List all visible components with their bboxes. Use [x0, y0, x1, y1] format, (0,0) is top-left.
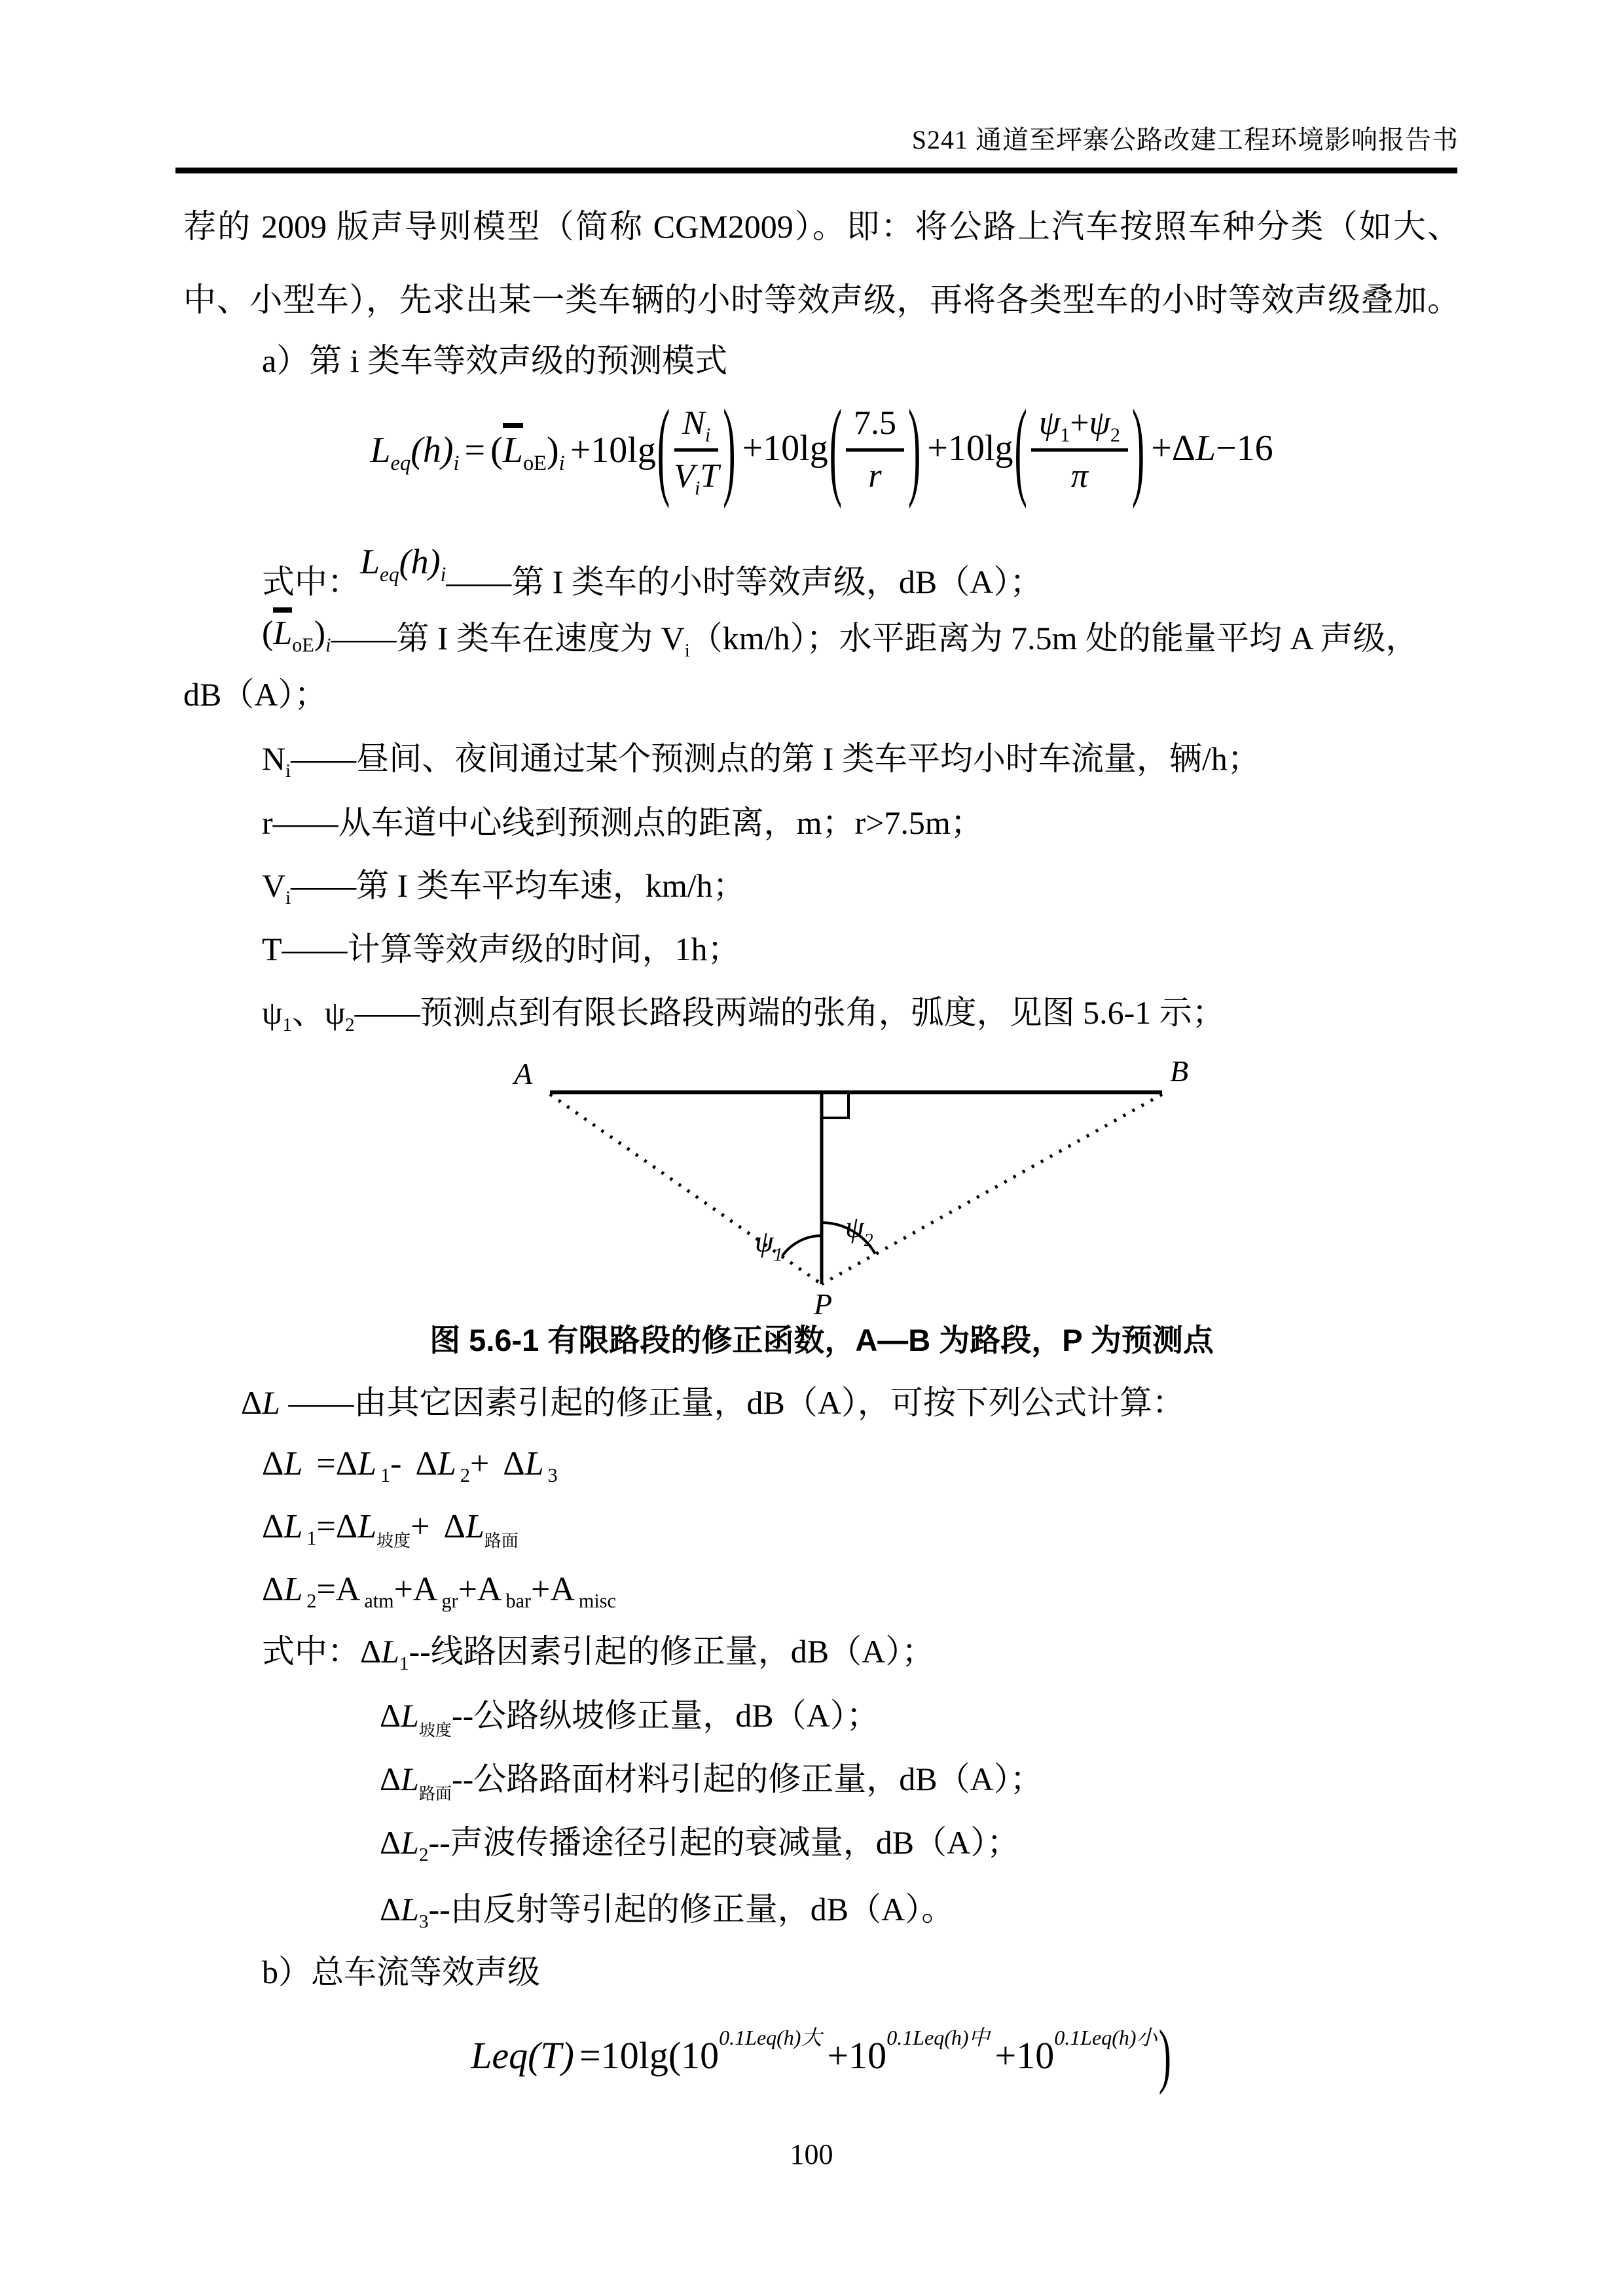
label-b: B: [1170, 1054, 1189, 1088]
math-token: Δ: [380, 1761, 401, 1797]
right-angle-mark: [822, 1092, 848, 1118]
formula-leq-total: [183, 2007, 1460, 2098]
section-b-heading: b）总车流等效声级: [262, 1954, 540, 1990]
text-run: 、: [291, 994, 325, 1031]
math-token: i: [558, 451, 565, 475]
math-token: i: [285, 761, 291, 781]
math-token: 路面: [418, 1785, 452, 1803]
math-token: A: [335, 1571, 361, 1608]
math-token: L: [503, 423, 523, 469]
def-line-n: [183, 737, 1539, 781]
math-token: L: [370, 429, 391, 471]
math-token: atm: [364, 1590, 394, 1613]
math-loe-small: [262, 607, 331, 656]
math-token: A: [477, 1571, 502, 1608]
def-line-psi: [183, 991, 1539, 1035]
math-token: N: [682, 404, 705, 442]
def-line-db: dB（A）；: [183, 676, 327, 713]
math-token: =: [316, 1571, 336, 1608]
math-token: T: [700, 457, 720, 495]
text-run: 荐的 2009 版声导则模型（简称 CGM2009）。即：将公路上汽车按照车种分类（如大、: [183, 208, 1460, 245]
math-token: L: [273, 607, 292, 651]
math-token: L: [437, 1445, 456, 1482]
math-token: eq: [390, 451, 411, 475]
math-run: [471, 2015, 1173, 2096]
math-token: ψ: [845, 1210, 864, 1244]
text-run: ——昼间、夜间通过某个预测点的第 I 类车平均小时车流量，辆/h；: [291, 740, 1260, 777]
text-run: 式中：: [262, 1633, 360, 1670]
math-token: 2: [345, 1014, 355, 1035]
math-token: Δ: [415, 1445, 437, 1482]
def-line-v: [183, 864, 1539, 908]
math-token: A: [412, 1571, 438, 1608]
fraction-psi-pi: [1031, 403, 1128, 496]
math-token: (: [490, 429, 503, 471]
math-token: Δ: [503, 1445, 525, 1482]
math-token: +: [458, 1571, 477, 1608]
text-run: ——由其它因素引起的修正量，dB（A），可按下列公式计算：: [280, 1384, 1185, 1421]
math-token: 1: [399, 1653, 409, 1674]
math-token: +10: [827, 2034, 887, 2077]
math-token: =: [464, 429, 486, 471]
formula-leq-i: [183, 384, 1460, 514]
def-line-dl3: [183, 1888, 1623, 1932]
def-line-surface: [183, 1757, 1623, 1802]
math-token: i: [325, 634, 331, 656]
fraction-ni-vit: [674, 403, 720, 499]
math-token: Δ: [443, 1508, 465, 1545]
math-token: 3: [547, 1464, 558, 1487]
page-number: 100: [790, 2138, 833, 2170]
math-token: i: [453, 451, 460, 475]
def-line-slope: [183, 1694, 1623, 1738]
math-token: 2: [864, 1230, 873, 1251]
math-token: +: [393, 1571, 413, 1608]
angle-arc-psi1: [782, 1236, 822, 1256]
math-token: ψ: [1089, 404, 1110, 442]
def-line-leq: [183, 538, 1539, 605]
equation-dl: [183, 1441, 1539, 1487]
text-run: ——第 I 类车在速度为 V: [331, 620, 685, 656]
numerator: 7.5: [846, 403, 904, 452]
math-token: L: [401, 1891, 419, 1928]
section-a-heading: a）第 i 类车等效声级的预测模式: [262, 342, 728, 379]
math-token: -: [390, 1445, 402, 1482]
left-paren: (: [657, 386, 670, 510]
math-token: (h): [399, 542, 441, 581]
math-token: 1: [306, 1527, 317, 1550]
right-paren: ): [908, 386, 921, 510]
text-run: 式中：: [262, 564, 360, 600]
def-line-dl: [183, 1381, 1518, 1426]
math-token: ψ: [324, 994, 346, 1031]
math-token: 2: [1110, 423, 1120, 446]
math-token: 2: [460, 1464, 470, 1487]
math-token: Δ: [380, 1697, 401, 1734]
math-token: ): [547, 429, 559, 471]
math-token: 坡度: [376, 1532, 411, 1551]
math-token: bar: [505, 1590, 531, 1613]
math-token: −16: [1216, 428, 1273, 469]
math-token: L: [381, 1633, 399, 1670]
math-token: (: [262, 615, 274, 652]
math-token: (T): [528, 2034, 574, 2077]
denominator: r: [868, 457, 882, 495]
math-token: ψ: [262, 994, 283, 1031]
math-token: +: [1151, 428, 1172, 469]
text-run: 中、小型车），先求出某一类车辆的小时等效声级，再将各类型车的小时等效声级叠加。: [183, 281, 1460, 318]
text-run: --公路路面材料引起的修正量，dB（A）；: [451, 1761, 1043, 1797]
math-token: 路面: [484, 1532, 519, 1551]
math-token: +: [531, 1571, 551, 1608]
label-a: A: [514, 1057, 533, 1090]
math-exponent: 0.1Leq(h)小: [1054, 2025, 1158, 2049]
math-token: Δ: [262, 1571, 284, 1608]
math-exponent: 0.1Leq(h)大: [719, 2025, 822, 2049]
math-token: +10: [994, 2034, 1055, 2077]
math-token: i: [684, 640, 690, 661]
label-psi2: [845, 1210, 873, 1251]
text-run: --公路纵坡修正量，dB（A）；: [451, 1697, 879, 1734]
math-token: Δ: [360, 1633, 382, 1670]
figure-caption: 图 5.6-1 有限路段的修正函数，A—B 为路段，P 为预测点: [429, 1323, 1214, 1357]
paragraph-intro: [183, 190, 1460, 336]
math-token: L: [262, 1384, 280, 1421]
math-token: +10lg: [927, 428, 1013, 469]
def-line-loe: [183, 607, 1539, 661]
math-token: Δ: [335, 1445, 358, 1482]
text-run: （km/h）；水平距离为 7.5m 处的能量平均 A 声级，: [689, 620, 1419, 656]
math-token: +: [410, 1508, 430, 1545]
math-token: 1: [282, 1014, 292, 1035]
math-token: i: [704, 423, 711, 446]
left-paren: (: [1014, 386, 1027, 510]
text-run: ——预测点到有限长路段两端的张角，弧度，见图 5.6-1 示；: [354, 994, 1225, 1031]
math-token: 2: [418, 1844, 429, 1865]
math-leq-small: [360, 538, 446, 586]
denominator: [674, 452, 720, 499]
math-token: i: [694, 476, 701, 499]
math-tail: [1151, 424, 1273, 474]
math-token: V: [262, 867, 286, 904]
math-token: Δ: [262, 1445, 284, 1482]
math-token: N: [262, 740, 286, 777]
math-exponent: 0.1Leq(h)中: [886, 2025, 990, 2049]
right-paren: ): [1158, 2015, 1171, 2096]
math-token: L: [1195, 428, 1216, 469]
math-token: Δ: [1171, 428, 1195, 469]
math-token: Δ: [241, 1384, 263, 1421]
math-token: =: [316, 1508, 336, 1545]
right-paren: ): [723, 386, 736, 510]
math-token: ψ: [755, 1225, 774, 1258]
math-token: A: [550, 1571, 575, 1608]
def-line-dl2: [183, 1821, 1623, 1865]
math-token: i: [440, 562, 447, 586]
math-token: 3: [418, 1911, 429, 1932]
text-run: --线路因素引起的修正量，dB（A）；: [409, 1633, 935, 1670]
math-token: L: [360, 542, 380, 581]
math-token: oE: [292, 634, 314, 656]
numerator: [1031, 403, 1128, 452]
right-paren: ): [1131, 386, 1145, 510]
math-token: +10lg: [742, 428, 828, 469]
math-token: L: [283, 1445, 303, 1482]
math-token: Δ: [380, 1824, 401, 1861]
fraction-75-r: [846, 403, 904, 496]
math-token: 1: [773, 1245, 783, 1265]
page-header-title: S241 通道至坪寨公路改建工程环境影响报告书: [911, 125, 1459, 154]
def-line-r: r——从车道中心线到预测点的距离，m；r>7.5m；: [262, 804, 983, 841]
numerator: [674, 403, 718, 452]
math-token: +10lg: [570, 429, 656, 471]
math-token: Δ: [380, 1891, 401, 1928]
def-line-t: T——计算等效声级的时间，1h；: [262, 931, 740, 967]
math-token: +: [469, 1445, 490, 1482]
math-token: L: [283, 1571, 303, 1608]
math-token: Δ: [335, 1508, 358, 1545]
equation-dl2: [183, 1567, 1539, 1613]
text-run: ——第 I 类车平均车速，km/h；: [291, 867, 746, 904]
equation-dl1: [183, 1504, 1539, 1550]
math-token: L: [401, 1824, 419, 1861]
math-token: L: [524, 1445, 544, 1482]
math-token: 1: [380, 1464, 391, 1487]
line-b-p: [822, 1094, 1162, 1284]
math-token: eq: [380, 562, 399, 586]
math-token: L: [357, 1445, 377, 1482]
text-run: --声波传播途径引起的衰减量，dB（A）；: [428, 1824, 1020, 1861]
math-token: L: [401, 1761, 419, 1797]
label-psi1: [755, 1225, 783, 1265]
denominator: π: [1070, 457, 1088, 495]
math-token: +: [1070, 404, 1089, 442]
math-token: L: [357, 1508, 377, 1545]
math-token: L: [283, 1508, 303, 1545]
math-token: 坡度: [418, 1722, 452, 1740]
math-token: L: [465, 1508, 484, 1545]
math-token: Leq: [471, 2034, 528, 2077]
math-lhs: [370, 423, 655, 476]
left-paren: (: [829, 386, 843, 510]
math-token: Δ: [262, 1508, 284, 1545]
text-run: --由反射等引起的修正量，dB（A）。: [428, 1891, 955, 1928]
math-token: V: [674, 457, 695, 495]
math-token: i: [285, 888, 291, 908]
math-token: 1: [1060, 423, 1070, 446]
math-token: L: [401, 1697, 419, 1734]
math-token: 2: [306, 1590, 317, 1613]
math-token: misc: [578, 1590, 616, 1613]
header-rule: [175, 168, 1457, 173]
math-token: (h): [410, 429, 454, 471]
label-p: P: [814, 1287, 833, 1318]
math-token: oE: [522, 451, 547, 475]
math-token: ): [314, 615, 326, 652]
def-line-dl1: [183, 1630, 1539, 1674]
math-token: ψ: [1038, 404, 1061, 442]
math-token: =10lg(10: [579, 2034, 720, 2077]
math-token: gr: [441, 1590, 458, 1613]
text-run: ——第 I 类车的小时等效声级，dB（A）；: [446, 564, 1043, 600]
figure-geometry-diagram: [494, 1043, 1214, 1318]
math-token: =: [316, 1445, 336, 1482]
